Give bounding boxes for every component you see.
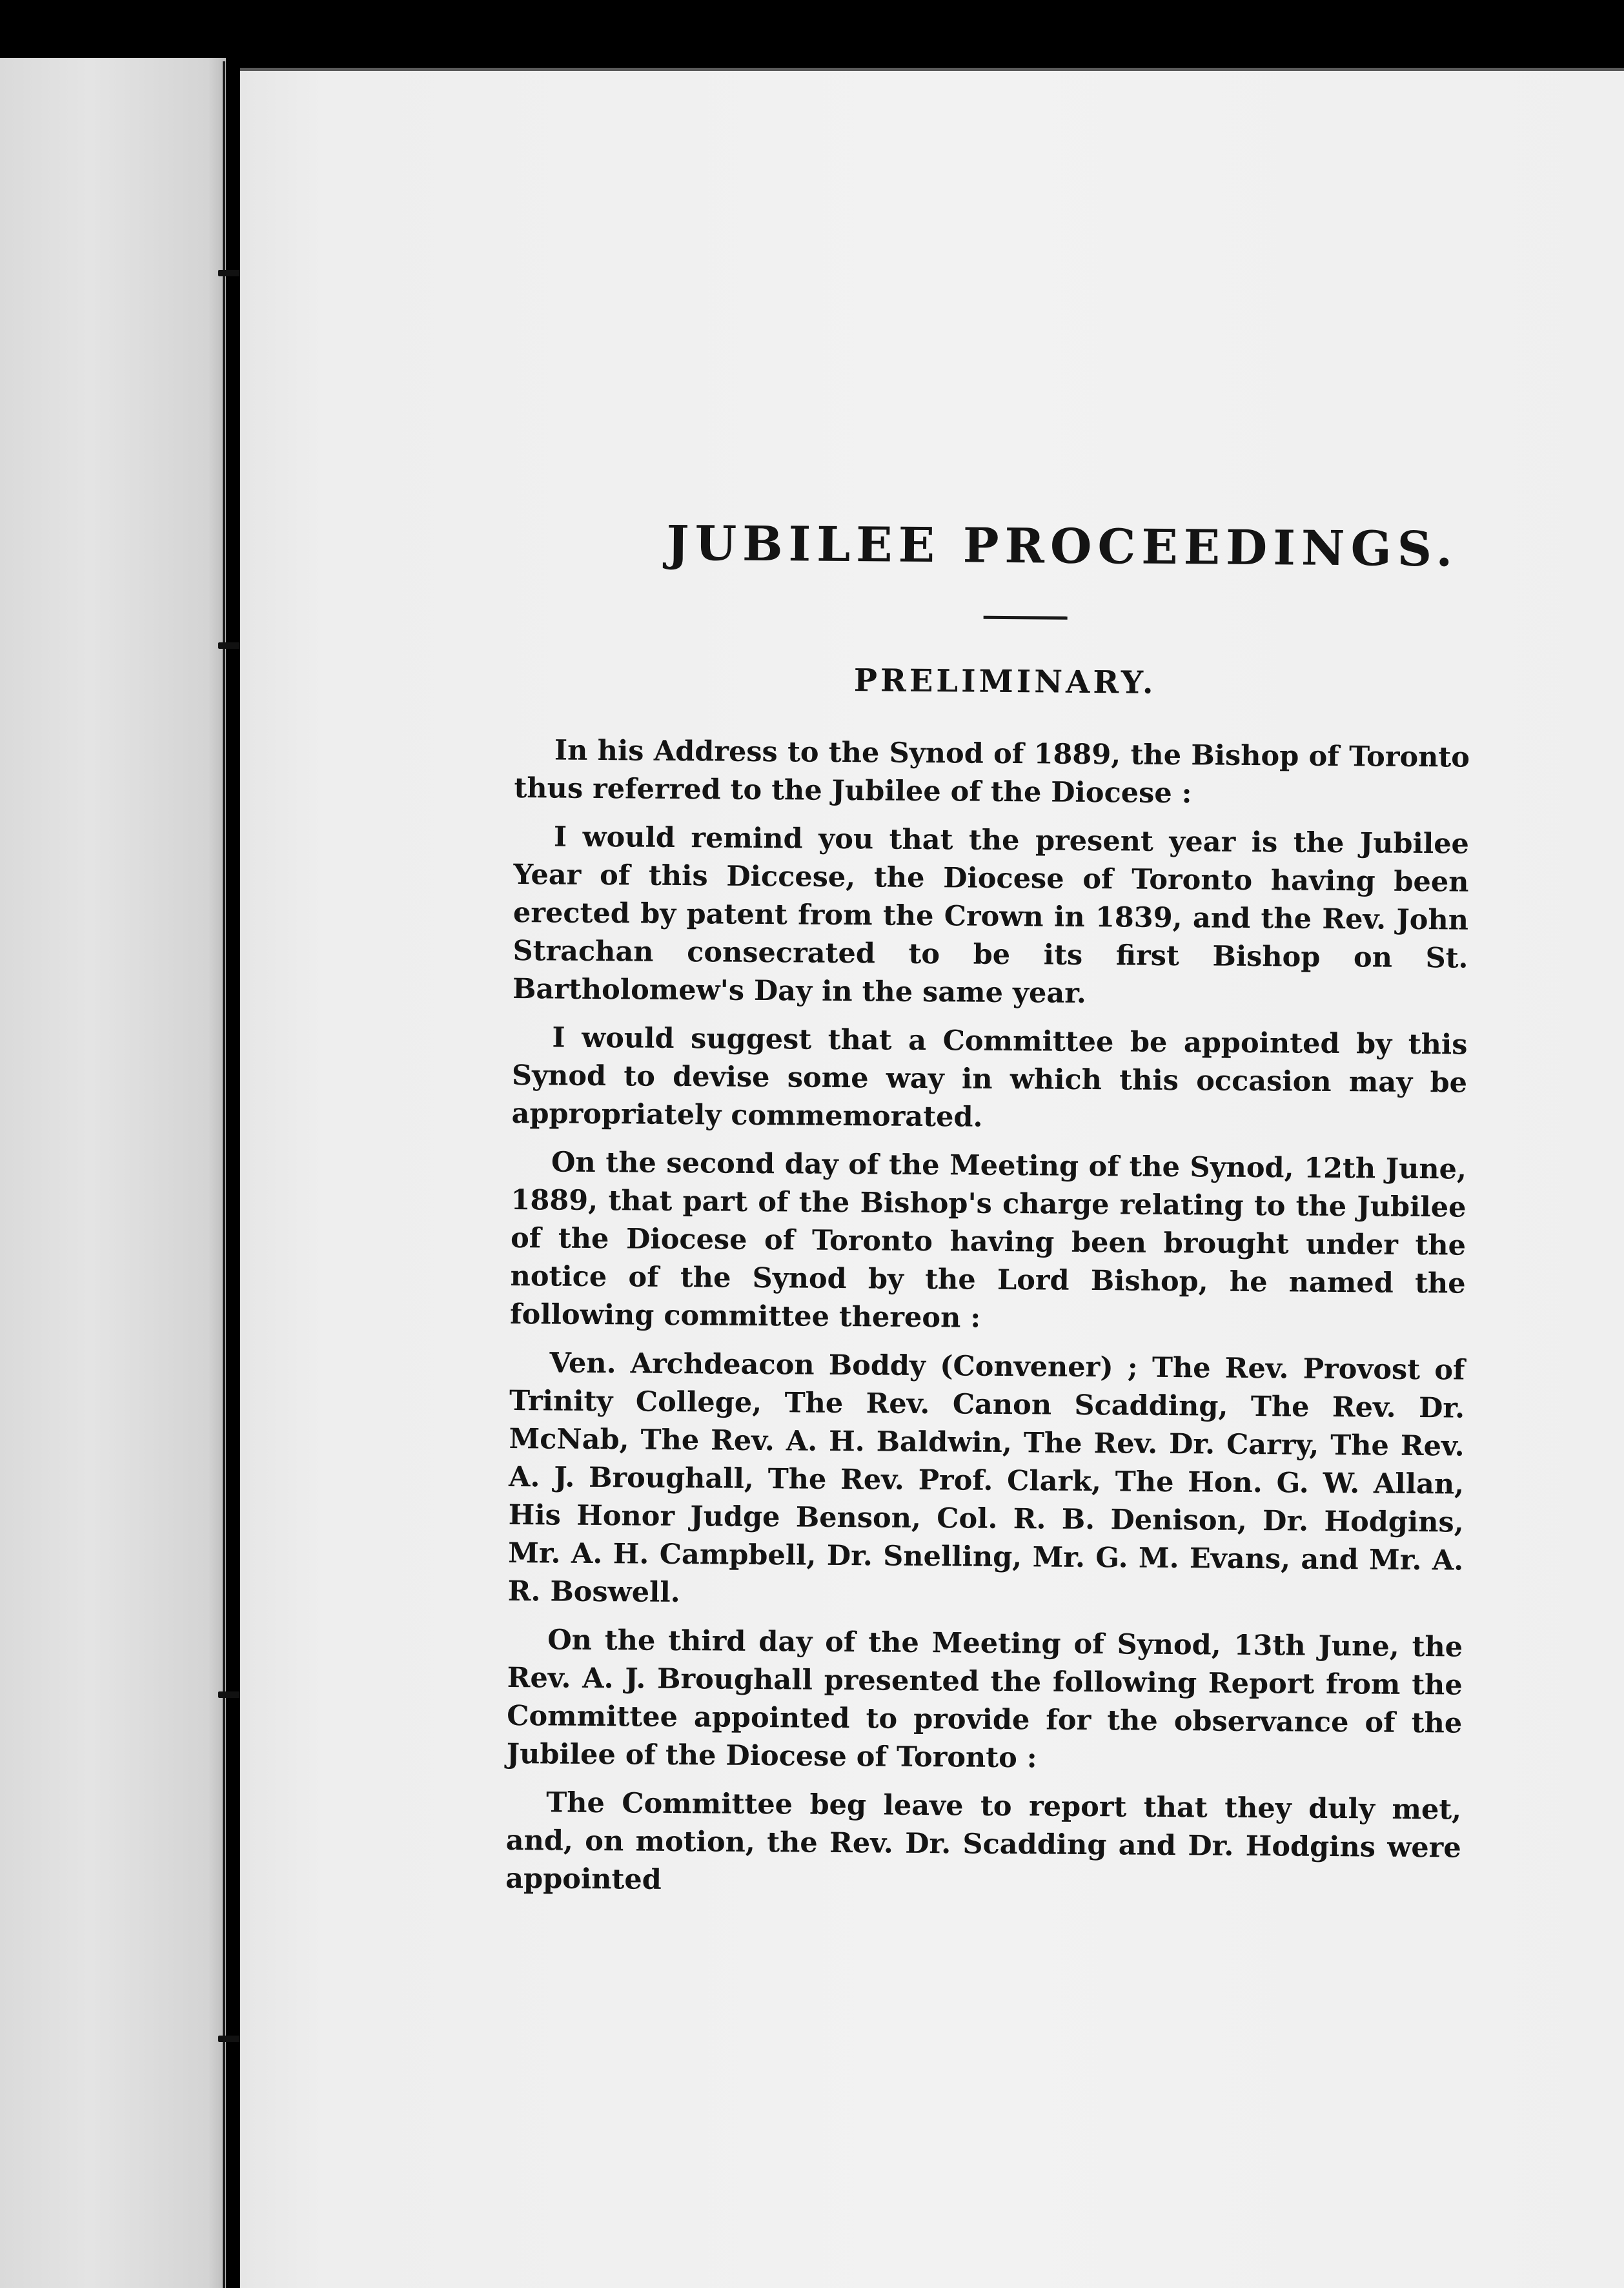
section-heading: PRELIMINARY.	[853, 662, 1157, 701]
paragraph: On the second day of the Meeting of the Synod, 12th June, 1889, that part of the Bishop's charge relating to the Jubilee of the Diocese of Toronto having been brought under the notice of the Synod by the Lord Bishop, he named the following committee thereon :	[509, 1146, 1467, 1334]
paragraph: I would suggest that a Committee be appointed by this Synod to devise some way in which this occasion may be appropriately commemorated.	[511, 1021, 1468, 1134]
page-title: JUBILEE PROCEEDINGS.	[666, 515, 1459, 578]
binding-edge	[223, 61, 225, 2288]
title-rule	[984, 616, 1068, 620]
page-text	[505, 504, 1485, 1916]
paragraph: The Committee beg leave to report that they duly met, and, on motion, the Rev. Dr. Scadding and Dr. Hodgins were appointed	[505, 1786, 1462, 1896]
facing-blank-page	[0, 58, 226, 2288]
paragraph: On the third day of the Meeting of Synod, 13th June, the Rev. A. J. Broughall presented the following Report from the Committee appointed to provide for the observance of the Jubilee of the Diocese of Toronto :	[506, 1624, 1463, 1775]
paragraph: I would remind you that the present year is the Jubilee Year of this Diccese, the Diocese of Toronto having been erected by patent from the Crown in 1839, and the Rev. John Strachan consecrated to be its first Bishop on St. Bartholomew's Day in the same year.	[512, 821, 1470, 1010]
paragraph: In his Address to the Synod of 1889, the Bishop of Toronto thus referred to the Jubilee of the Diocese :	[514, 734, 1470, 810]
paragraph: Ven. Archdeacon Boddy (Convener) ; The Rev. Provost of Trinity College, The Rev. Canon Scadding, The Rev. Dr. McNab, The Rev. A. H. Baldwin, The Rev. Dr. Carry, The Rev. A. J. Broughall, The Rev. Prof. Clark, The Hon. G. W. Allan, His Honor Judge Benson, Col. R. B. Denison, Dr. Hodgins, Mr. A. H. Campbell, Dr. Snelling, Mr. G. M. Evans, and Mr. A. R. Boswell.	[507, 1347, 1465, 1609]
